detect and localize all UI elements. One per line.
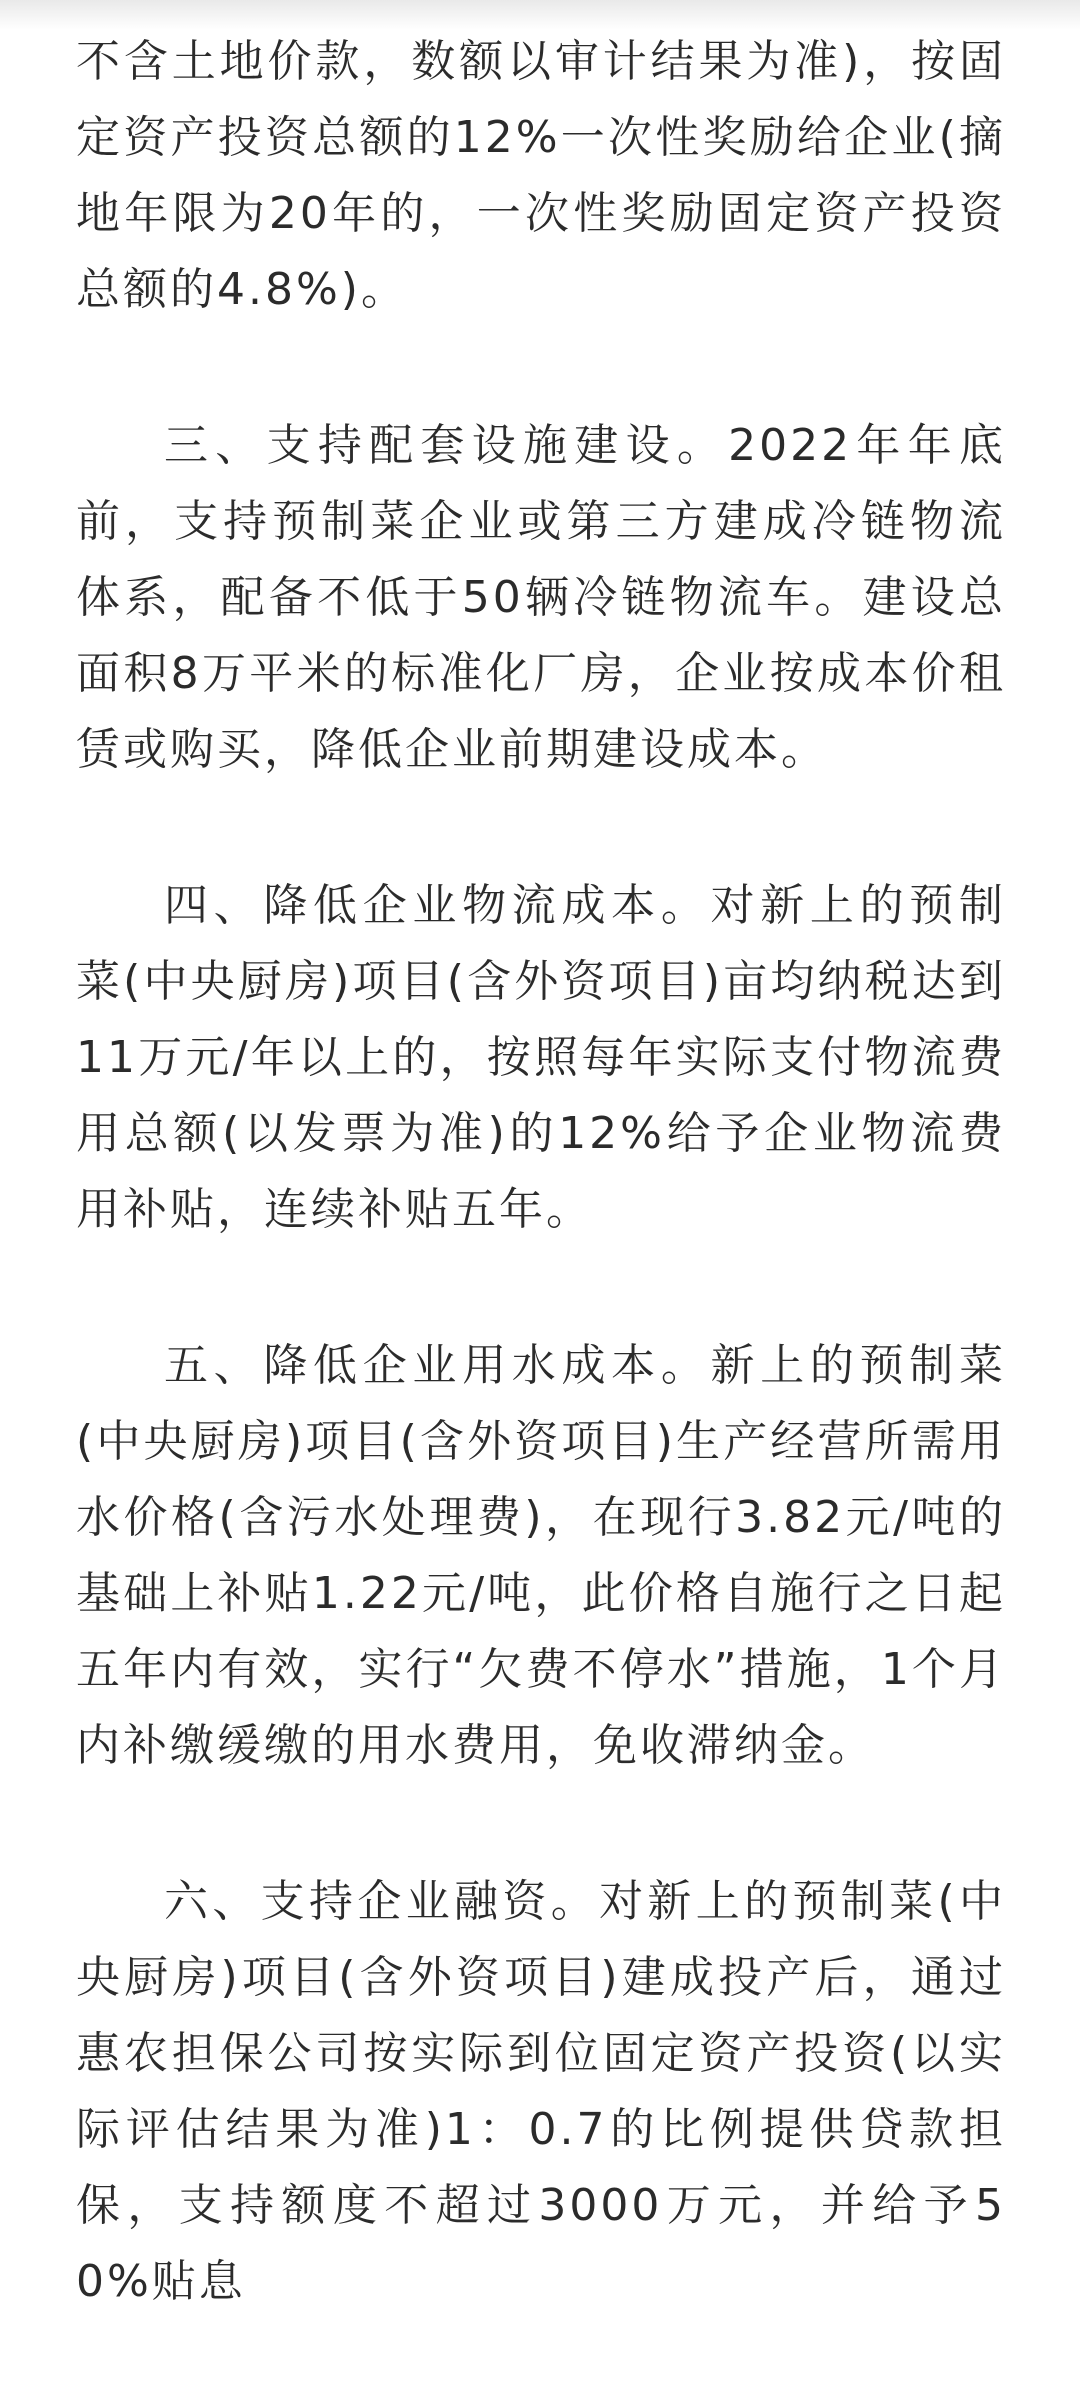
paragraph-supporting-facilities: 三、支持配套设施建设。2022年年底前，支持预制菜企业或第三方建成冷链物流体系，配备不低于50辆冷链物流车。建设总面积8万平米的标准化厂房，企业按成本价租赁或购买，降低企业前期建设成本。 bbox=[76, 420, 1006, 775]
article-body bbox=[76, 24, 1006, 2400]
paragraph-logistics-cost: 四、降低企业物流成本。对新上的预制菜(中央厨房)项目(含外资项目)亩均纳税达到11万元/年以上的，按照每年实际支付物流费用总额(以发票为准)的12%给予企业物流费用补贴，连续补贴五年。 bbox=[76, 880, 1006, 1235]
paragraph-financing: 六、支持企业融资。对新上的预制菜(中央厨房)项目(含外资项目)建成投产后，通过惠农担保公司按实际到位固定资产投资(以实际评估结果为准)1：0.7的比例提供贷款担保，支持额度不超过3000万元，并给予50%贴息 bbox=[76, 1876, 1006, 2307]
paragraph-water-cost: 五、降低企业用水成本。新上的预制菜(中央厨房)项目(含外资项目)生产经营所需用水价格(含污水处理费)，在现行3.82元/吨的基础上补贴1.22元/吨，此价格自施行之日起五年内有效，实行“欠费不停水”措施，1个月内补缴缓缴的用水费用，免收滞纳金。 bbox=[76, 1340, 1006, 1771]
paragraph-land-price-continuation: 不含土地价款，数额以审计结果为准)，按固定资产投资总额的12%一次性奖励给企业(摘地年限为20年的，一次性奖励固定资产投资总额的4.8%)。 bbox=[76, 36, 1006, 315]
